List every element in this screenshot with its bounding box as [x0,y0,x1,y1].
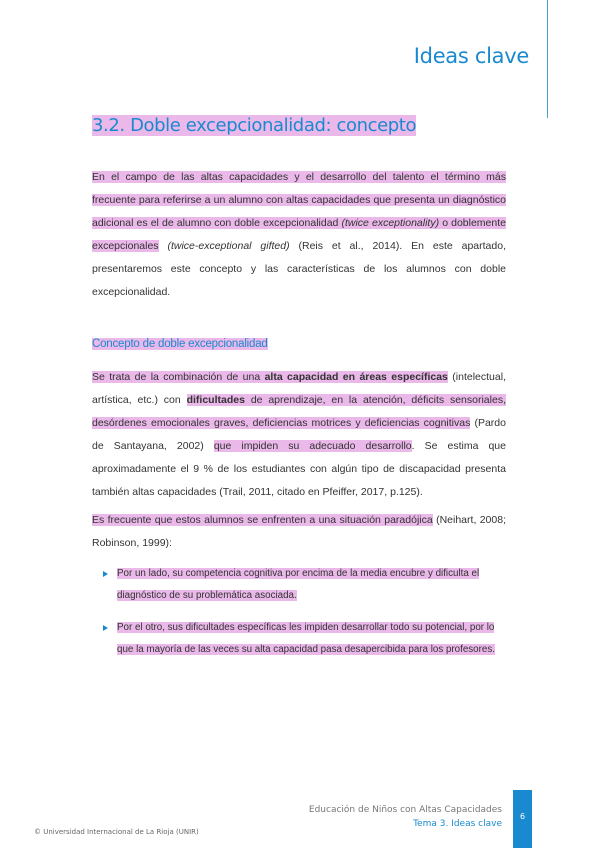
list-item [100,563,506,607]
definition-citation: (Pardo de Santayana, 2002) [92,417,506,452]
intro-text-3: (Reis et al., 2014). En este apartado, presentaremos este concepto y las características de los alumnos con doble excepcionalidad. [92,240,506,298]
section-title: 3.2. Doble excepcionalidad: concepto [92,115,417,136]
intro-text-1: En el campo de las altas capacidades y el desarrollo del talento el término más frecuente para referirse a un alumno con altas capacidades que presenta un diagnóstico adicional es el de alumno con doble excepcionalidad [92,171,506,229]
intro-paragraph [92,166,506,304]
list-item [100,617,506,661]
bullet-text: Por un lado, su competencia cognitiva por encima de la media encubre y dificulta el diagnóstico de su problemática asociada. [117,568,480,601]
intro-term-2: (twice-exceptional gifted) [167,240,290,252]
paradox-text: Es frecuente que estos alumnos se enfrenten a una situación paradójica [92,514,433,526]
page-number-box [513,790,532,848]
paradox-paragraph [92,509,506,555]
definition-text-1: Se trata de la combinación de una [92,371,261,383]
triangle-bullet-icon [103,571,108,577]
bullet-list [100,617,506,661]
page-number: 6 [519,812,526,821]
footer-topic: Tema 3. Ideas clave [413,819,502,829]
paradox-citation: (Neihart, 2008; Robinson, 1999): [92,514,506,549]
copyright: © Universidad Internacional de La Rioja (UNIR) [34,828,199,836]
definition-text-2: (intelectual, artística, etc.) con [92,371,506,406]
triangle-bullet-icon [103,625,108,631]
header-rule [547,0,548,118]
bullet-list [100,563,506,607]
definition-bold-1: alta capacidad en áreas específicas [264,371,448,383]
definition-text-5: . Se estima que aproximadamente el 9 % de los estudiantes con algún tipo de discapacidad presenta también altas capacidades (Trail, 2011, citado en Pfeiffer, 2017, p.125). [92,440,506,498]
definition-paragraph [92,366,506,504]
bullet-text: Por el otro, sus dificultades específicas les impiden desarrollar todo su potencial, por lo que la mayoría de las veces su alta capacidad pasa desapercibida para los profesores. [117,622,495,655]
definition-text-3: de aprendizaje, en la atención, déficits sensoriales, desórdenes emocionales graves, deficiencias motrices y deficiencias cognitivas [92,394,506,429]
subsection-title: Concepto de doble excepcionalidad [92,338,268,350]
definition-text-4: que impiden su adecuado desarrollo [213,440,412,452]
footer-course: Educación de Niños con Altas Capacidades [308,805,502,815]
definition-bold-2: dificultades [186,394,245,406]
header-title: Ideas clave [413,44,529,68]
intro-text-2: o doblemente excepcionales [92,217,506,252]
intro-term-1: (twice exceptionality) [341,217,440,229]
